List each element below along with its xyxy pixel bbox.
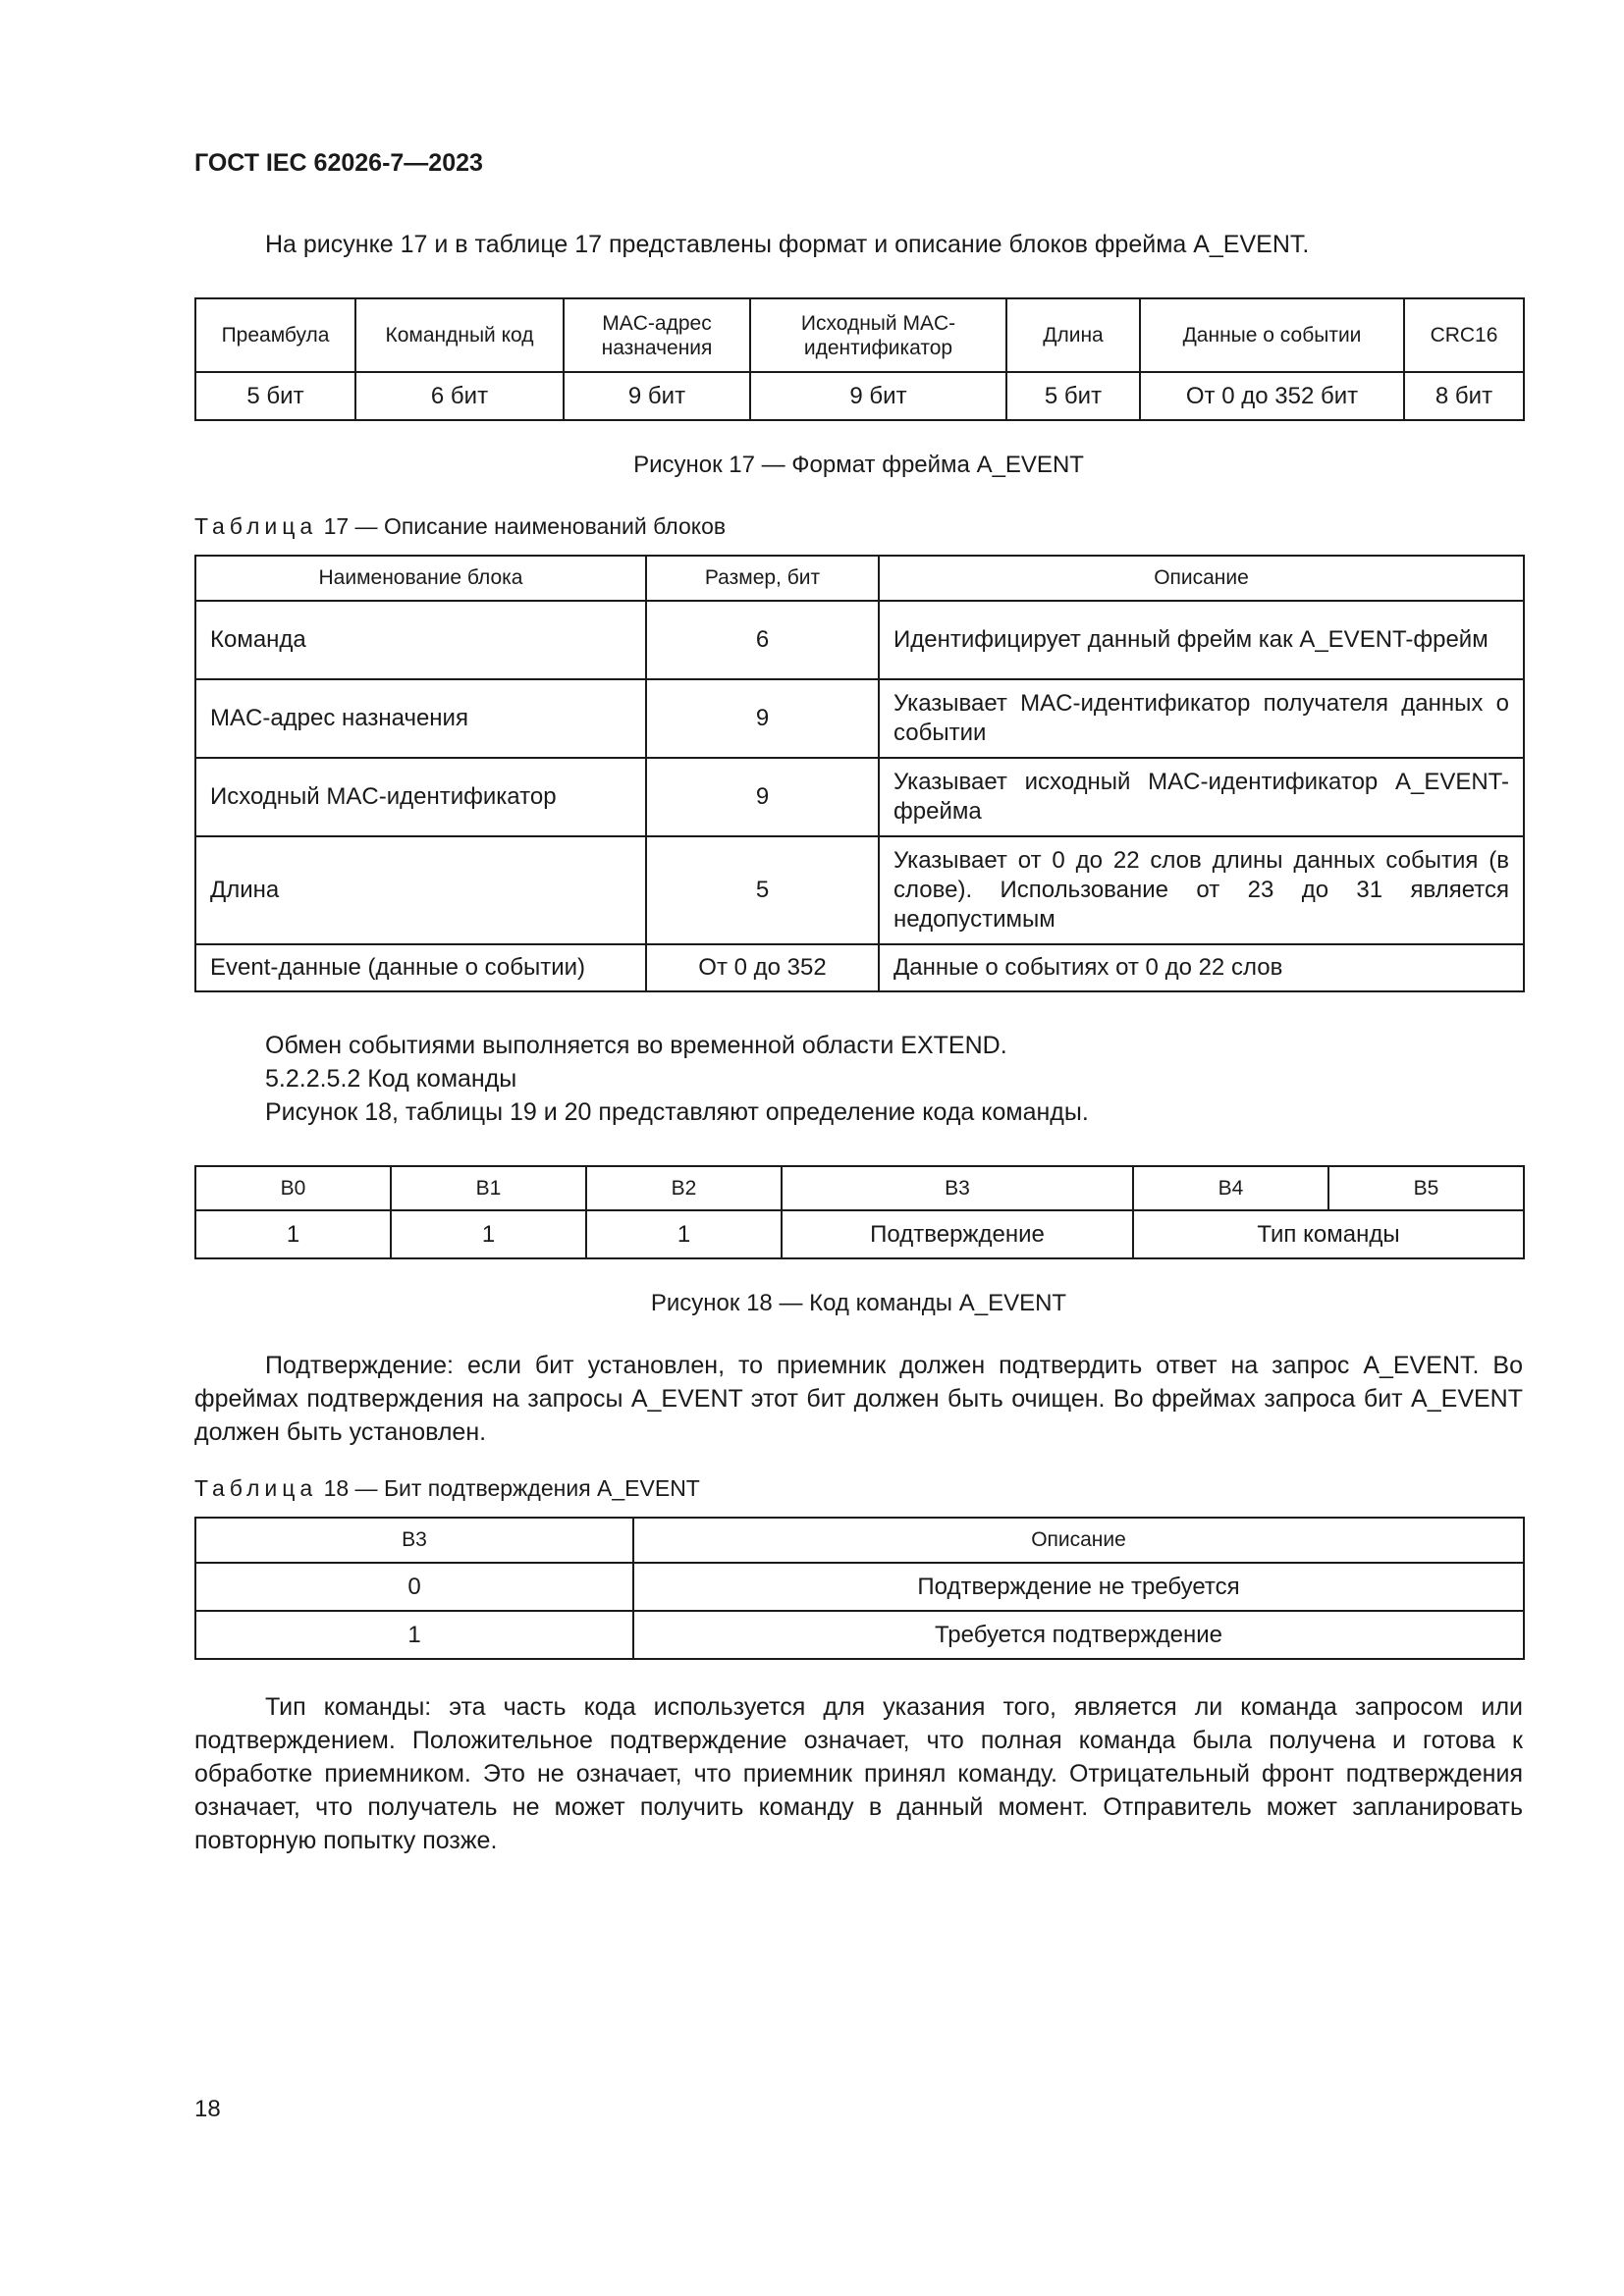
block-name-cell: MAC-адрес назначения <box>195 679 646 758</box>
fig17-value-cell: 8 бит <box>1404 372 1524 420</box>
figure-17-frame-format <box>194 297 1525 421</box>
block-name-cell: Исходный MAC-идентификатор <box>195 758 646 836</box>
table-18-confirmation-bit <box>194 1517 1525 1660</box>
block-size-cell: 6 <box>646 601 879 679</box>
fig17-value-cell: От 0 до 352 бит <box>1140 372 1404 420</box>
fig17-header-cell: Преамбула <box>195 298 355 372</box>
body-line: Рисунок 18, таблицы 19 и 20 представляют определение кода команды. <box>265 1098 1089 1126</box>
command-type-paragraph: Тип команды: эта часть кода используется для указания того, является ли команда запросом или подтверждением. Положительное подтверждение означает, что полная команда была получена и готова к обработке приемником. Это не означает, что приемник принял команду. Отрицательный фронт подтверждения означает, что получатель не может получить команду в данный момент. Отправитель может запланировать повторную попытку позже. <box>194 1693 1523 1854</box>
table-row <box>195 836 1524 944</box>
fig17-value-cell: 9 бит <box>564 372 750 420</box>
table-17-header-row <box>195 556 1524 601</box>
block-size-cell: 9 <box>646 758 879 836</box>
tab18-header-cell: B3 <box>195 1518 633 1563</box>
fig18-bit-value: Подтверждение <box>782 1210 1133 1258</box>
fig18-bit-header: B0 <box>195 1166 391 1210</box>
block-description-cell: Идентифицирует данный фрейм как A_EVENT-фрейм <box>879 601 1524 679</box>
figure-18-header-row <box>195 1166 1524 1210</box>
figure-17-value-row <box>195 372 1524 420</box>
table-row <box>195 1563 1524 1611</box>
block-description-cell: Указывает MAC-идентификатор получателя данных о событии <box>879 679 1524 758</box>
intro-paragraph: На рисунке 17 и в таблице 17 представлены формат и описание блоков фрейма A_EVENT. <box>265 231 1310 258</box>
table-18-title <box>194 1475 700 1502</box>
fig17-header-cell: MAC-адрес назначения <box>564 298 750 372</box>
fig17-header-cell: Длина <box>1006 298 1140 372</box>
figure-17-header-row <box>195 298 1524 372</box>
table-row <box>195 758 1524 836</box>
fig18-bit-header: B2 <box>586 1166 782 1210</box>
figure-17-caption: Рисунок 17 — Формат фрейма A_EVENT <box>633 452 1084 478</box>
fig18-bit-value: 1 <box>586 1210 782 1258</box>
fig17-header-cell: Исходный MAC-идентификатор <box>750 298 1006 372</box>
fig18-bit-value: Тип команды <box>1133 1210 1524 1258</box>
block-name-cell: Event-данные (данные о событии) <box>195 944 646 991</box>
fig17-value-cell: 6 бит <box>355 372 564 420</box>
tab17-header-cell: Описание <box>879 556 1524 601</box>
table-17-block-descriptions <box>194 555 1525 992</box>
fig18-bit-header: B4 <box>1133 1166 1328 1210</box>
bit-description-cell: Требуется подтверждение <box>633 1611 1524 1659</box>
section-heading: 5.2.2.5.2 Код команды <box>265 1065 517 1093</box>
table-row <box>195 1611 1524 1659</box>
bit-description-cell: Подтверждение не требуется <box>633 1563 1524 1611</box>
figure-18-command-code <box>194 1165 1525 1259</box>
table-17-label: Таблица <box>194 513 318 539</box>
fig18-bit-value: 1 <box>391 1210 586 1258</box>
document-header: ГОСТ IEC 62026-7—2023 <box>194 149 483 177</box>
block-description-cell: Указывает исходный MAC-идентификатор A_EVENT-фрейма <box>879 758 1524 836</box>
block-name-cell: Команда <box>195 601 646 679</box>
fig18-bit-header: B5 <box>1328 1166 1524 1210</box>
bit-value-cell: 0 <box>195 1563 633 1611</box>
block-size-cell: 5 <box>646 836 879 944</box>
fig18-bit-header: B3 <box>782 1166 1133 1210</box>
tab17-header-cell: Размер, бит <box>646 556 879 601</box>
fig17-value-cell: 9 бит <box>750 372 1006 420</box>
tab18-header-cell: Описание <box>633 1518 1524 1563</box>
page-number: 18 <box>194 2096 221 2122</box>
block-size-cell: От 0 до 352 <box>646 944 879 991</box>
bit-value-cell: 1 <box>195 1611 633 1659</box>
table-17-caption: 17 — Описание наименований блоков <box>323 513 727 539</box>
figure-18-value-row <box>195 1210 1524 1258</box>
table-18-caption: 18 — Бит подтверждения A_EVENT <box>323 1475 700 1501</box>
table-18-header-row <box>195 1518 1524 1563</box>
fig17-header-cell: CRC16 <box>1404 298 1524 372</box>
figure-18-caption: Рисунок 18 — Код команды A_EVENT <box>650 1290 1067 1316</box>
block-description-cell: Данные о событиях от 0 до 22 слов <box>879 944 1524 991</box>
block-name-cell: Длина <box>195 836 646 944</box>
confirm-paragraph: Подтверждение: если бит установлен, то приемник должен подтвердить ответ на запрос A_EVENT. Во фреймах подтверждения на запросы A_EVENT этот бит должен быть очищен. Во фреймах запроса бит A_EVENT должен быть установлен. <box>194 1352 1523 1446</box>
body-line: Обмен событиями выполняется во временной области EXTEND. <box>265 1032 1007 1059</box>
tab17-header-cell: Наименование блока <box>195 556 646 601</box>
fig18-bit-header: B1 <box>391 1166 586 1210</box>
table-18-label: Таблица <box>194 1475 318 1501</box>
fig17-value-cell: 5 бит <box>1006 372 1140 420</box>
block-description-cell: Указывает от 0 до 22 слов длины данных события (в слове). Использование от 23 до 31 является недопустимым <box>879 836 1524 944</box>
fig18-bit-value: 1 <box>195 1210 391 1258</box>
fig17-header-cell: Командный код <box>355 298 564 372</box>
fig17-value-cell: 5 бит <box>195 372 355 420</box>
block-size-cell: 9 <box>646 679 879 758</box>
table-row <box>195 944 1524 991</box>
fig17-header-cell: Данные о событии <box>1140 298 1404 372</box>
table-row <box>195 601 1524 679</box>
table-17-title <box>194 513 726 540</box>
table-row <box>195 679 1524 758</box>
